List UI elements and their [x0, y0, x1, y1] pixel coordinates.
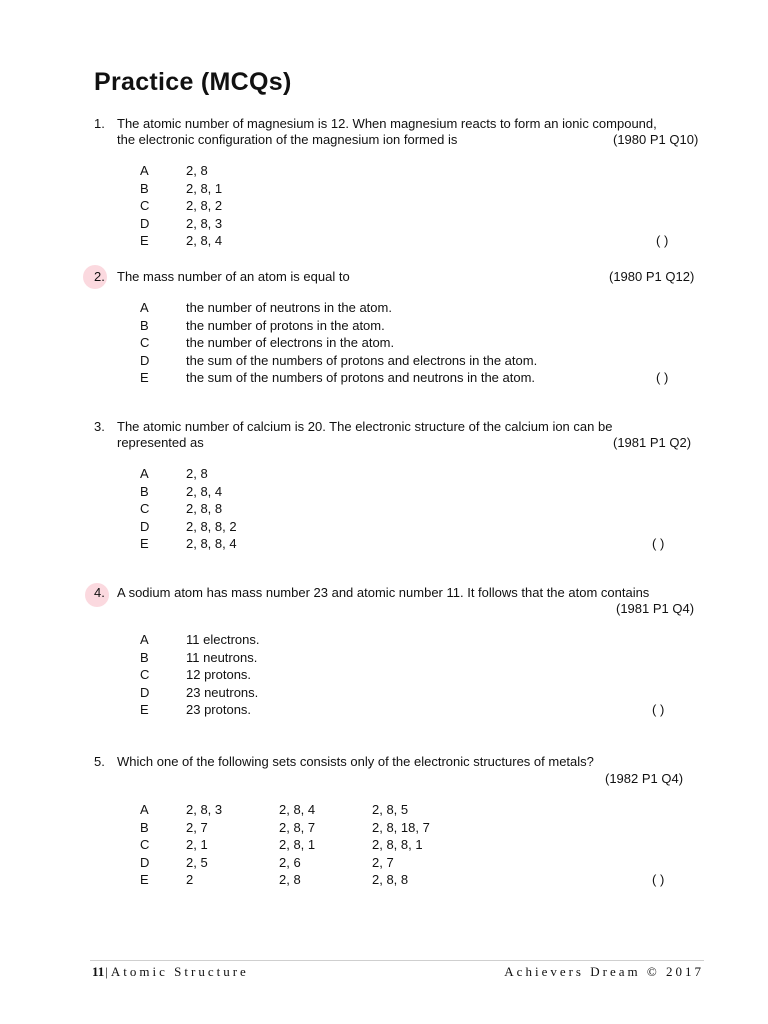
option-set-2: 2, 8, 1 — [279, 837, 316, 852]
question-4 — [0, 585, 768, 719]
question-stem: represented as — [117, 435, 204, 450]
question-stem: The atomic number of calcium is 20. The electronic structure of the calcium ion can be — [117, 419, 613, 434]
option-letter: E — [140, 370, 149, 385]
option-letter: C — [140, 198, 150, 213]
option-letter: B — [140, 649, 149, 665]
option-set-3: 2, 8, 5 — [372, 802, 409, 817]
option-d — [0, 854, 768, 872]
option-letter: A — [140, 632, 149, 647]
question-3 — [0, 419, 768, 553]
option-set-2: 2, 8 — [279, 872, 301, 887]
option-c — [0, 836, 768, 854]
option-text: the sum of the numbers of protons and neutrons in the atom. — [186, 370, 536, 385]
option-text: the number of electrons in the atom. — [186, 335, 395, 350]
option-a — [0, 631, 768, 649]
option-letter: A — [140, 466, 149, 481]
option-set-1: 2, 5 — [186, 854, 208, 870]
option-e — [0, 701, 768, 719]
option-set-1: 2, 7 — [186, 819, 208, 835]
option-d — [0, 352, 768, 370]
option-set-2: 2, 6 — [279, 854, 301, 870]
question-reference: (1980 P1 Q12) — [609, 269, 695, 284]
option-text: 2, 8, 4 — [186, 233, 223, 248]
option-text: 23 protons. — [186, 702, 252, 717]
option-text: the number of neutrons in the atom. — [186, 300, 392, 315]
option-text: 2, 8, 3 — [186, 215, 223, 231]
question-stem: A sodium atom has mass number 23 and atomic number 11. It follows that the atom contains — [117, 585, 650, 600]
option-set-1: 2, 1 — [186, 837, 208, 852]
option-a — [0, 801, 768, 819]
question-5 — [0, 754, 768, 889]
option-letter: B — [140, 819, 149, 835]
option-d — [0, 215, 768, 233]
option-a — [0, 465, 768, 483]
option-text: 2, 8, 8, 2 — [186, 518, 237, 534]
option-letter: D — [140, 854, 150, 870]
option-text: 2, 8, 8 — [186, 501, 223, 516]
option-b — [0, 180, 768, 198]
option-letter: C — [140, 501, 150, 516]
option-c — [0, 666, 768, 684]
option-b — [0, 649, 768, 667]
option-letter: A — [140, 802, 149, 817]
option-text: the number of protons in the atom. — [186, 317, 385, 333]
page-footer — [92, 964, 704, 980]
option-e — [0, 369, 768, 387]
option-text: 2, 8, 1 — [186, 180, 223, 196]
option-letter: D — [140, 518, 150, 534]
section-title: Atomic Structure — [110, 964, 249, 979]
option-letter: D — [140, 215, 150, 231]
option-letter: C — [140, 667, 150, 682]
options-list — [0, 801, 768, 889]
option-text: 2, 8, 8, 4 — [186, 536, 237, 551]
question-number: 3. — [94, 419, 105, 434]
question-number: 4. — [94, 585, 105, 600]
option-a — [0, 162, 768, 180]
question-stem: The mass number of an atom is equal to — [117, 269, 350, 284]
footer-copyright: Achievers Dream © 2017 — [504, 964, 704, 979]
question-reference: (1980 P1 Q10) — [613, 132, 699, 147]
option-text: 2, 8, 4 — [186, 483, 223, 499]
option-letter: B — [140, 317, 149, 333]
option-set-3: 2, 8, 18, 7 — [372, 819, 430, 835]
option-letter: B — [140, 483, 149, 499]
option-d — [0, 518, 768, 536]
question-number: 5. — [94, 754, 105, 769]
footer-separator: | — [105, 964, 108, 979]
question-reference: (1981 P1 Q4) — [616, 601, 695, 616]
option-letter: E — [140, 233, 149, 248]
options-list — [0, 162, 768, 250]
option-set-1: 2 — [186, 872, 194, 887]
options-list — [0, 631, 768, 719]
question-stem: Which one of the following sets consists only of the electronic structures of metals? — [117, 754, 594, 769]
option-set-3: 2, 8, 8, 1 — [372, 837, 423, 852]
option-letter: D — [140, 352, 150, 368]
option-a — [0, 299, 768, 317]
answer-blank[interactable]: ( ) — [652, 702, 665, 717]
question-1 — [0, 116, 768, 250]
answer-blank[interactable]: ( ) — [656, 370, 669, 385]
option-e — [0, 871, 768, 889]
option-c — [0, 334, 768, 352]
option-set-1: 2, 8, 3 — [186, 802, 223, 817]
option-letter: E — [140, 872, 149, 887]
options-list — [0, 299, 768, 387]
question-stem: the electronic configuration of the magnesium ion formed is — [117, 132, 458, 147]
question-reference: (1982 P1 Q4) — [605, 771, 684, 786]
option-letter: E — [140, 536, 149, 551]
page-number: 11 — [92, 964, 105, 979]
answer-blank[interactable]: ( ) — [656, 233, 669, 248]
question-2 — [0, 269, 768, 387]
option-text: 11 electrons. — [186, 632, 260, 647]
question-reference: (1981 P1 Q2) — [613, 435, 692, 450]
option-letter: A — [140, 300, 149, 315]
option-letter: B — [140, 180, 149, 196]
option-set-3: 2, 7 — [372, 854, 394, 870]
question-number: 2. — [94, 269, 105, 284]
option-letter: A — [140, 163, 149, 178]
option-text: 11 neutrons. — [186, 649, 258, 665]
option-letter: D — [140, 684, 150, 700]
option-text: 12 protons. — [186, 667, 252, 682]
option-letter: C — [140, 335, 150, 350]
option-set-2: 2, 8, 4 — [279, 802, 316, 817]
option-text: 2, 8, 2 — [186, 198, 223, 213]
option-d — [0, 684, 768, 702]
option-letter: E — [140, 702, 149, 717]
answer-blank[interactable]: ( ) — [652, 536, 665, 551]
option-b — [0, 483, 768, 501]
footer-divider — [90, 960, 704, 961]
answer-blank[interactable]: ( ) — [652, 872, 665, 887]
option-set-3: 2, 8, 8 — [372, 872, 409, 887]
option-e — [0, 232, 768, 250]
options-list — [0, 465, 768, 553]
option-c — [0, 197, 768, 215]
option-letter: C — [140, 837, 150, 852]
option-c — [0, 500, 768, 518]
option-text: 23 neutrons. — [186, 684, 259, 700]
question-number: 1. — [94, 116, 105, 131]
question-stem: The atomic number of magnesium is 12. When magnesium reacts to form an ionic compound, — [117, 116, 657, 131]
option-b — [0, 317, 768, 335]
option-set-2: 2, 8, 7 — [279, 819, 316, 835]
page-title: Practice (MCQs) — [94, 68, 292, 96]
option-text: 2, 8 — [186, 163, 208, 178]
option-b — [0, 819, 768, 837]
option-text: the sum of the numbers of protons and electrons in the atom. — [186, 352, 538, 368]
option-e — [0, 535, 768, 553]
option-text: 2, 8 — [186, 466, 208, 481]
